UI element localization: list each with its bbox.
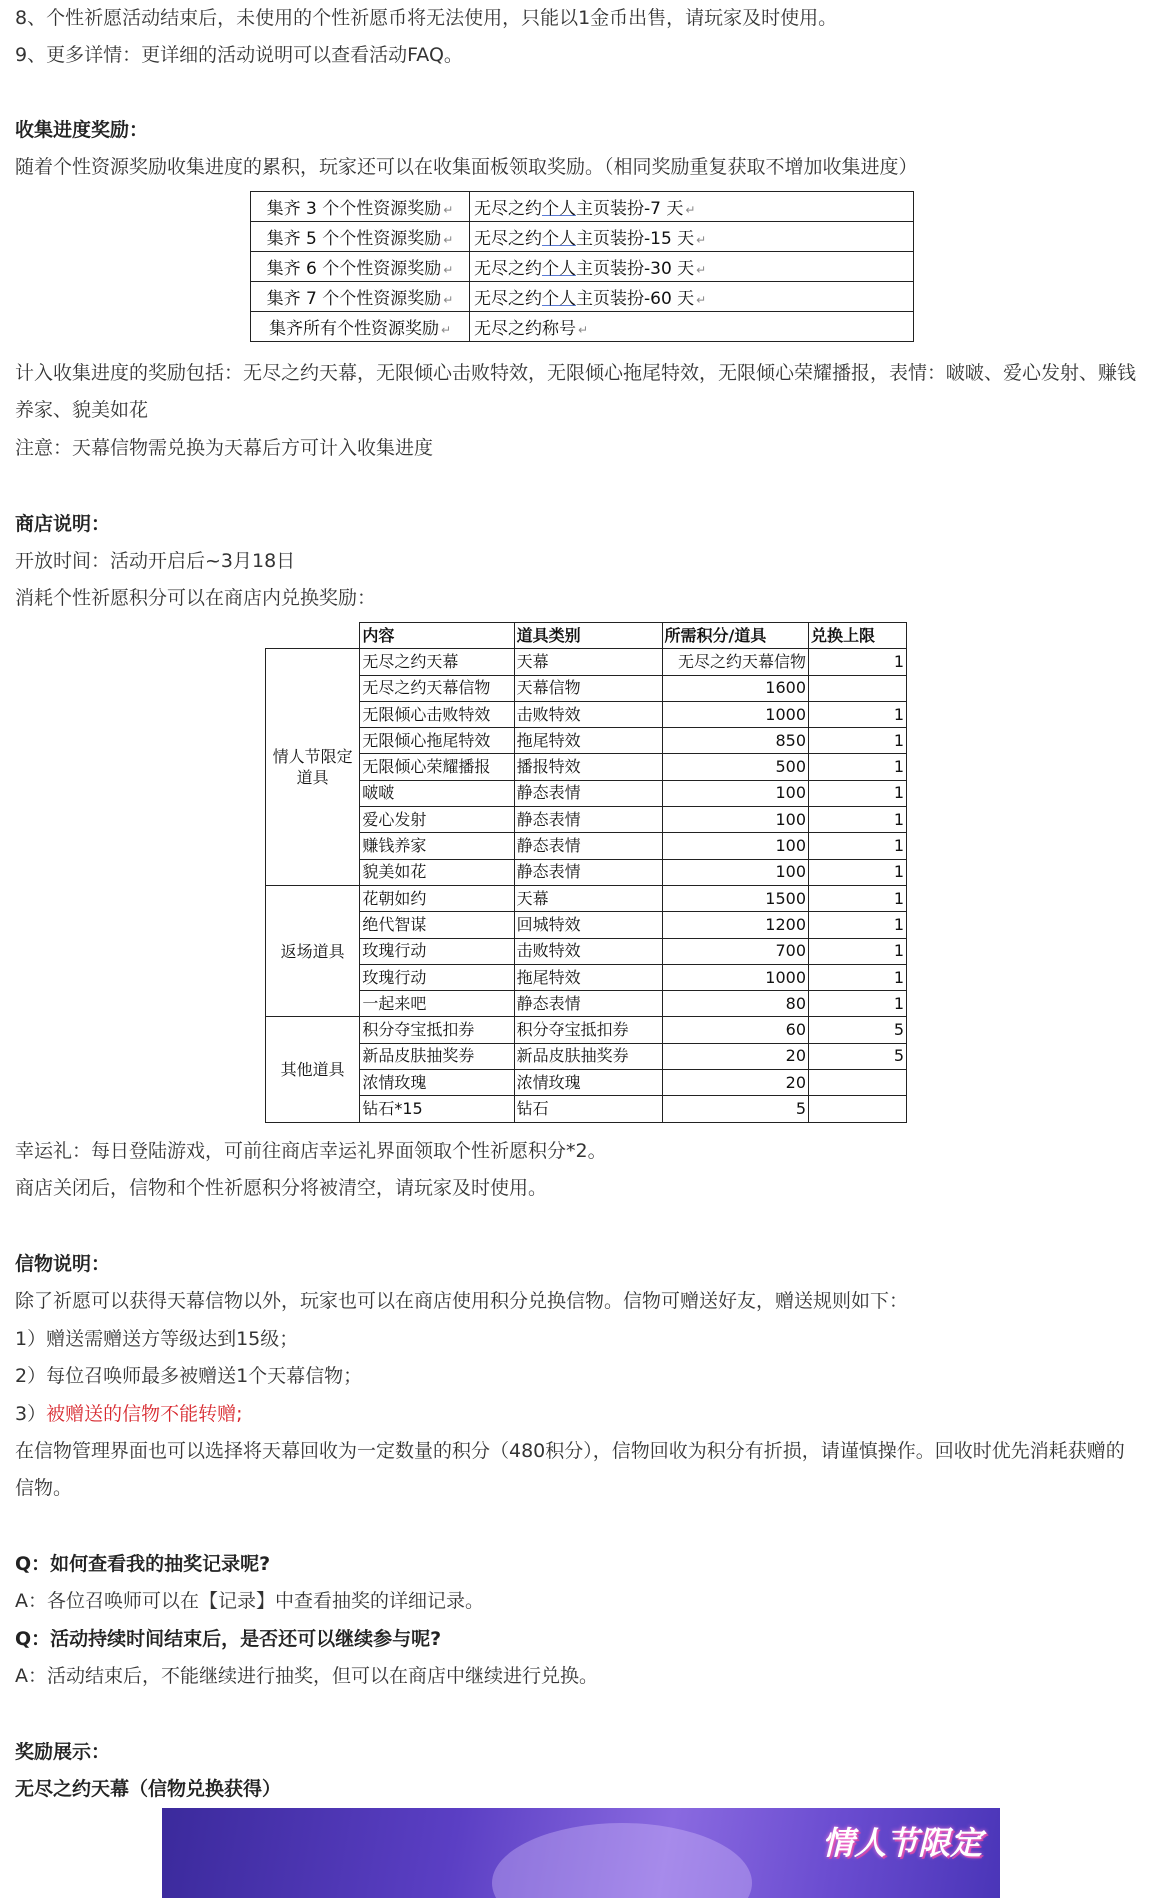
collection-reward-table [250,191,914,342]
shop-row [266,701,907,727]
shop-item-limit: 1 [809,649,907,675]
collection-heading: 收集进度奖励： [15,119,149,141]
faq-answer-2: A：活动结束后，不能继续进行抽奖，但可以在商店中继续进行兑换。 [15,1665,598,1687]
reward-row [251,312,914,342]
reward-item: 无尽之约个人主页装扮-7 天 ↵ [470,192,914,222]
shop-item-name: 无限倾心拖尾特效 [360,728,514,754]
intro-line-8: 8、个性祈愿活动结束后，未使用的个性祈愿币将无法使用，只能以1金币出售，请玩家及时使用。 [15,7,838,29]
shop-item-points: 1000 [662,964,809,990]
banner-glow [492,1823,752,1898]
shop-header-limit: 兑换上限 [809,623,907,649]
shop-table [265,622,907,1123]
token-rule-3 [15,1396,1143,1433]
shop-item-category: 新品皮肤抽奖券 [514,1043,662,1069]
shop-item-points: 500 [662,754,809,780]
shop-open-time: 开放时间：活动开启后~3月18日 [15,550,296,572]
shop-item-points: 100 [662,833,809,859]
shop-item-limit: 1 [809,912,907,938]
shop-lucky-gift: 幸运礼：每日登陆游戏，可前往商店幸运礼界面领取个性祈愿积分*2。 [15,1140,607,1162]
shop-close-note: 商店关闭后，信物和个性祈愿积分将被清空，请玩家及时使用。 [15,1177,548,1199]
shop-row [266,649,907,675]
shop-item-name: 花朝如约 [360,885,514,911]
intro-line-9: 9、更多详情：更详细的活动说明可以查看活动FAQ。 [15,44,463,66]
shop-item-points: 700 [662,938,809,964]
reward-banner-image [162,1808,1000,1898]
shop-row [266,780,907,806]
reward-requirement: 集齐 3 个个性资源奖励 ↵ [251,192,470,222]
shop-item-category: 静态表情 [514,807,662,833]
shop-group-label: 其他道具 [266,1017,360,1122]
shop-row [266,1043,907,1069]
reward-row [251,192,914,222]
shop-row [266,675,907,701]
shop-row [266,833,907,859]
shop-item-limit: 1 [809,754,907,780]
shop-item-name: 爱心发射 [360,807,514,833]
shop-row [266,964,907,990]
reward-item: 无尽之约个人主页装扮-15 天 ↵ [470,222,914,252]
shop-item-category: 积分夺宝抵扣券 [514,1017,662,1043]
shop-item-name: 啵啵 [360,780,514,806]
token-rule-3-warning: 被赠送的信物不能转赠; [46,1403,243,1425]
token-rule-3-prefix: 3） [15,1403,47,1425]
shop-item-category: 天幕信物 [514,675,662,701]
reward-requirement: 集齐 5 个个性资源奖励 ↵ [251,222,470,252]
faq-answer-1: A：各位召唤师可以在【记录】中查看抽奖的详细记录。 [15,1590,484,1612]
shop-item-limit: 1 [809,780,907,806]
shop-row [266,728,907,754]
shop-desc: 消耗个性祈愿积分可以在商店内兑换奖励： [15,587,377,609]
shop-item-limit: 1 [809,728,907,754]
reward-requirement: 集齐 7 个个性资源奖励 ↵ [251,282,470,312]
shop-row [266,1096,907,1122]
faq-question-2: Q：活动持续时间结束后，是否还可以继续参与呢? [15,1628,442,1650]
shop-item-points: 850 [662,728,809,754]
display-heading: 奖励展示： [15,1741,111,1763]
shop-item-category: 浓情玫瑰 [514,1070,662,1096]
shop-item-name: 无限倾心荣耀播报 [360,754,514,780]
shop-item-limit: 1 [809,807,907,833]
shop-item-name: 无尽之约天幕 [360,649,514,675]
shop-item-limit [809,675,907,701]
shop-item-category: 拖尾特效 [514,728,662,754]
shop-item-category: 静态表情 [514,859,662,885]
shop-item-points: 100 [662,807,809,833]
token-recycle-note: 在信物管理界面也可以选择将天幕回收为一定数量的积分（480积分），信物回收为积分有折损，请谨慎操作。回收时优先消耗获赠的信物。 [15,1440,1125,1499]
shop-item-name: 绝代智谋 [360,912,514,938]
shop-item-points: 5 [662,1096,809,1122]
reward-item: 无尽之约个人主页装扮-60 天 ↵ [470,282,914,312]
shop-item-points: 80 [662,991,809,1017]
shop-row [266,1017,907,1043]
token-rule-2: 2）每位召唤师最多被赠送1个天幕信物； [15,1365,363,1387]
shop-item-category: 钻石 [514,1096,662,1122]
shop-item-category: 天幕 [514,649,662,675]
token-rule-1: 1）赠送需赠送方等级达到15级； [15,1328,299,1350]
shop-item-limit: 1 [809,833,907,859]
shop-row [266,912,907,938]
shop-item-name: 无限倾心击败特效 [360,701,514,727]
shop-header-name: 内容 [360,623,514,649]
shop-item-limit: 1 [809,859,907,885]
shop-item-category: 天幕 [514,885,662,911]
shop-item-name: 积分夺宝抵扣券 [360,1017,514,1043]
shop-row [266,991,907,1017]
shop-item-name: 一起来吧 [360,991,514,1017]
shop-item-category: 静态表情 [514,833,662,859]
shop-header-category: 道具类别 [514,623,662,649]
shop-item-name: 新品皮肤抽奖券 [360,1043,514,1069]
faq-question-1: Q：如何查看我的抽奖记录呢? [15,1553,271,1575]
shop-item-limit [809,1070,907,1096]
shop-row [266,938,907,964]
shop-item-name: 赚钱养家 [360,833,514,859]
shop-item-limit: 1 [809,701,907,727]
shop-item-points: 1600 [662,675,809,701]
collection-desc: 随着个性资源奖励收集进度的累积，玩家还可以在收集面板领取奖励。（相同奖励重复获取不增加收集进度） [15,156,918,178]
shop-row [266,1070,907,1096]
shop-group-label: 情人节限定道具 [266,649,360,886]
shop-item-limit: 1 [809,991,907,1017]
shop-row [266,807,907,833]
shop-item-points: 1500 [662,885,809,911]
shop-item-limit [809,1096,907,1122]
shop-row [266,885,907,911]
shop-group-label: 返场道具 [266,885,360,1016]
shop-item-name: 无尽之约天幕信物 [360,675,514,701]
shop-item-points: 20 [662,1043,809,1069]
collection-note-1: 计入收集进度的奖励包括：无尽之约天幕，无限倾心击败特效，无限倾心拖尾特效，无限倾心荣耀播报，表情：啵啵、爱心发射、赚钱养家、貌美如花 [15,362,1137,421]
shop-item-name: 玫瑰行动 [360,938,514,964]
shop-item-category: 回城特效 [514,912,662,938]
shop-item-name: 钻石*15 [360,1096,514,1122]
shop-item-category: 静态表情 [514,991,662,1017]
shop-header-points: 所需积分/道具 [662,623,809,649]
shop-table-header [266,623,907,649]
shop-heading: 商店说明： [15,513,111,535]
shop-item-points: 1200 [662,912,809,938]
reward-row [251,282,914,312]
display-item-title: 无尽之约天幕（信物兑换获得） [15,1778,282,1800]
shop-item-points: 100 [662,859,809,885]
shop-item-points: 无尽之约天幕信物 [662,649,809,675]
shop-item-limit: 5 [809,1043,907,1069]
shop-item-limit: 5 [809,1017,907,1043]
reward-requirement: 集齐 6 个个性资源奖励 ↵ [251,252,470,282]
shop-item-category: 静态表情 [514,780,662,806]
shop-item-limit: 1 [809,938,907,964]
reward-item: 无尽之约称号 ↵ [470,312,914,342]
token-heading: 信物说明： [15,1253,111,1275]
shop-row [266,754,907,780]
collection-note-2: 注意：天幕信物需兑换为天幕后方可计入收集进度 [15,437,434,459]
reward-row [251,252,914,282]
reward-requirement: 集齐所有个性资源奖励 ↵ [251,312,470,342]
reward-row [251,222,914,252]
shop-item-category: 播报特效 [514,754,662,780]
shop-item-limit: 1 [809,885,907,911]
token-desc: 除了祈愿可以获得天幕信物以外，玩家也可以在商店使用积分兑换信物。信物可赠送好友，赠送规则如下： [15,1290,909,1312]
shop-item-name: 浓情玫瑰 [360,1070,514,1096]
shop-item-points: 60 [662,1017,809,1043]
shop-item-category: 击败特效 [514,938,662,964]
reward-item: 无尽之约个人主页装扮-30 天 ↵ [470,252,914,282]
shop-item-points: 20 [662,1070,809,1096]
shop-item-limit: 1 [809,964,907,990]
shop-item-points: 1000 [662,701,809,727]
shop-item-name: 玫瑰行动 [360,964,514,990]
banner-logo: 情人节限定 [821,1824,982,1862]
shop-item-category: 拖尾特效 [514,964,662,990]
shop-item-name: 貌美如花 [360,859,514,885]
shop-row [266,859,907,885]
shop-item-category: 击败特效 [514,701,662,727]
shop-item-points: 100 [662,780,809,806]
shop-header-blank [266,623,360,649]
